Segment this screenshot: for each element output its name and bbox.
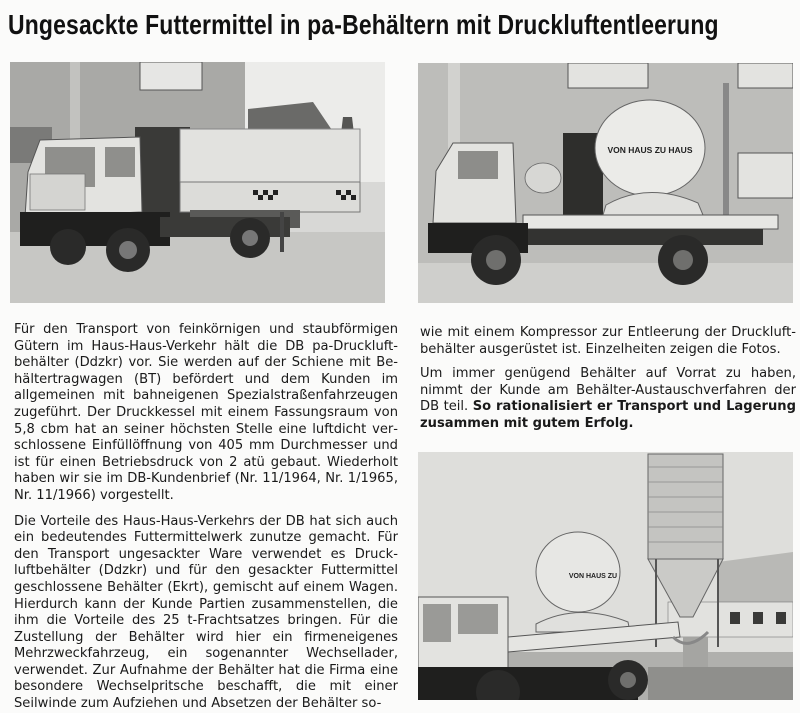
paragraph-4-text: Um immer genügend Behälter auf Vorrat zu haben, nimmt der Kunde am Behälter-Austauschverfahren der DB teil. [420,366,796,415]
article-paragraph-3: wie mit einem Kompressor zur Entleerung der Druckluftbehälter ausgerüstet ist. Einzelheiten zeigen die Fotos. [420,325,796,357]
photo-truck-unloading-to-silo [418,452,793,700]
article-paragraph-4 [420,366,796,432]
photo-truck-with-pressure-tank [418,63,793,303]
tank-lettering: VON HAUS ZU [568,573,618,580]
article-paragraph-2: Die Vorteile des Haus-Haus-Verkehrs der DB hat sich auch ein bedeutendes Futtermittelwerk zunutze gemacht. Für den Transport ungesackter Ware verwendet es Druckluftbehälter (Ddzkr) und für den gesackter Futtermittel geschlossene Behälter (Ekrt), gemischt auf einem Wagen. Hierdurch kann der Kunde Partien zusammenstellen, die ihm die Vorteile des 25 t-Frachtsatzes bringen. Für die Zustellung der Behälter wird hier ein firmeneigenes Mehrzweckfahrzeug, ein sogenannter Wechsellader, verwendet. Zur Aufnahme der Behälter hat die Firma eine besondere Wechselpritsche beschafft, die mit einer Seilwinde zum Aufziehen und Absetzen der Behälter so- [14,513,398,712]
page-title: Ungesackte Futtermittel in pa-Behältern mit Druckluftentleerung [8,9,719,40]
tank-lettering: VON HAUS ZU HAUS [607,145,693,155]
silo-unloading-illustration [418,452,793,700]
paragraph-4-bold-conclusion: So rationalisiert er Transport und Lagerung zusammen mit gutem Erfolg. [420,399,796,431]
truck-tarp-illustration [10,62,385,303]
article-right-column [420,325,796,433]
photo-truck-with-tarp-trailer [10,62,385,303]
article-left-column [14,322,398,713]
article-paragraph-1: Für den Transport von feinkörnigen und staubförmigen Gütern im Haus-Haus-Verkehr hält die DB pa-Druckluftbehälter (Ddzkr) vor. Sie werden auf der Schiene mit Behältertragwagen (BT) befördert und dem Kunden im allgemeinen mit bahneigenen Spezialstraßenfahrzeugen zugeführt. Der Druckkessel mit einem Fassungsraum von 5,8 cbm hat an seiner höchsten Stelle eine luftdicht verschlossene Einfüllöffnung von 405 mm Durchmesser und ist für einen Betriebsdruck von 2 atü gebaut. Wiederholt haben wir sie im DB-Kundenbrief (Nr. 11/1964, Nr. 1/1965, Nr. 11/1966) vorgestellt. [14,322,398,503]
truck-tank-illustration [418,63,793,303]
